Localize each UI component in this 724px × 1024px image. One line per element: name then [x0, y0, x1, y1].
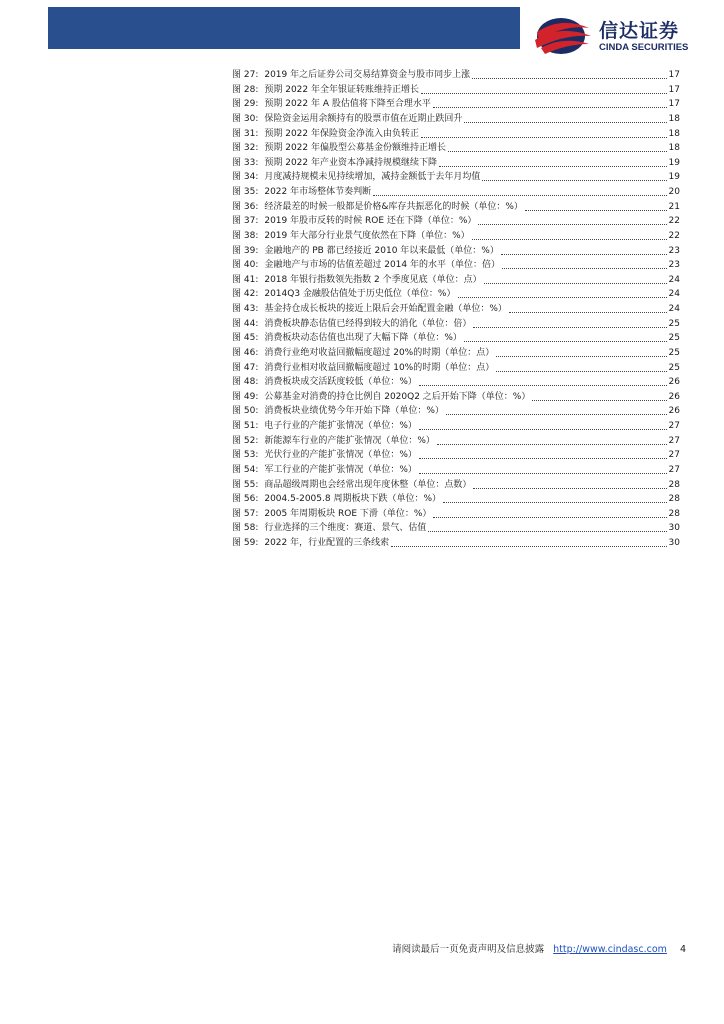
- figure-title: 消费板块成交活跃度较低（单位：%）: [264, 377, 417, 388]
- dot-leader: [419, 463, 667, 474]
- website-link[interactable]: http://www.cindasc.com: [553, 944, 667, 955]
- toc-page-number: 28: [668, 494, 680, 505]
- toc-page-number: 28: [668, 479, 680, 490]
- toc-page-number: 27: [668, 435, 680, 446]
- toc-entry-title: [232, 156, 437, 171]
- dot-leader: [532, 390, 666, 401]
- toc-entry[interactable]: [232, 273, 680, 288]
- toc-page-number: 23: [668, 260, 680, 271]
- toc-entry[interactable]: [232, 214, 680, 229]
- toc-page-number: 27: [668, 464, 680, 475]
- toc-entry[interactable]: [232, 244, 680, 259]
- toc-page-number: 28: [668, 508, 680, 519]
- company-logo: [531, 14, 711, 58]
- figure-number: 图 28:: [232, 84, 259, 95]
- figure-title: 消费板块动态估值也出现了大幅下降（单位：%）: [264, 333, 462, 344]
- toc-entry-title: [232, 141, 446, 156]
- toc-page-number: 26: [668, 391, 680, 402]
- toc-page-number: 18: [668, 113, 680, 124]
- figure-number: 图 49:: [232, 391, 259, 402]
- figure-title: 光伏行业的产能扩张情况（单位：%）: [264, 450, 417, 461]
- figure-number: 图 47:: [232, 362, 259, 373]
- toc-entry[interactable]: [232, 287, 680, 302]
- toc-entry-title: [232, 390, 530, 405]
- toc-entry-title: [232, 331, 462, 346]
- toc-entry-title: [232, 361, 494, 376]
- figure-title: 预期 2022 年保险资金净流入由负转正: [264, 128, 419, 139]
- toc-entry-title: [232, 68, 470, 83]
- toc-entry-title: [232, 244, 499, 259]
- figure-title: 金融地产与市场的估值差超过 2014 年的水平（单位：倍）: [264, 260, 500, 271]
- figure-number: 图 39:: [232, 245, 259, 256]
- dot-leader: [472, 68, 666, 79]
- toc-entry-title: [232, 317, 471, 332]
- dot-leader: [373, 185, 666, 196]
- toc-page-number: 26: [668, 377, 680, 388]
- dot-leader: [473, 478, 666, 489]
- toc-entry[interactable]: [232, 127, 680, 142]
- dot-leader: [419, 448, 667, 459]
- dot-leader: [501, 244, 667, 255]
- toc-entry-title: [232, 448, 417, 463]
- dot-leader: [464, 112, 666, 123]
- figure-number: 图 41:: [232, 274, 259, 285]
- toc-entry[interactable]: [232, 185, 680, 200]
- toc-page-number: 25: [668, 362, 680, 373]
- toc-page-number: 20: [668, 187, 680, 197]
- dot-leader: [482, 170, 666, 181]
- figure-title: 公募基金对消费的持仓比例自 2020Q2 之后开始下降（单位：%）: [264, 391, 531, 402]
- dot-leader: [419, 375, 667, 386]
- dot-leader: [428, 521, 666, 532]
- dot-leader: [448, 141, 667, 152]
- toc-page-number: 27: [668, 421, 680, 431]
- figure-title: 军工行业的产能扩张情况（单位：%）: [264, 464, 417, 475]
- figure-number: 图 58:: [232, 523, 259, 534]
- figure-number: 图 37:: [232, 216, 259, 227]
- figure-number: 图 51:: [232, 421, 259, 431]
- toc-entry-title: [232, 273, 482, 288]
- toc-entry-title: [232, 185, 371, 200]
- toc-entry-title: [232, 346, 494, 361]
- toc-entry[interactable]: [232, 463, 680, 478]
- figure-title: 2014Q3 金融股估值处于历史低位（单位：%）: [264, 289, 456, 300]
- toc-entry-title: [232, 492, 441, 507]
- logo-mark-icon: [531, 14, 595, 58]
- toc-entry-title: [232, 200, 523, 215]
- figure-title: 2019 年之后证券公司交易结算资金与股市同步上涨: [264, 70, 471, 80]
- toc-page-number: 22: [668, 230, 680, 241]
- toc-entry[interactable]: [232, 536, 680, 551]
- figure-list: [232, 68, 680, 551]
- figure-title: 预期 2022 年偏股型公募基金份额维持正增长: [264, 143, 446, 154]
- figure-number: 图 30:: [232, 113, 259, 124]
- toc-entry[interactable]: [232, 156, 680, 171]
- toc-entry[interactable]: [232, 302, 680, 317]
- figure-number: 图 34:: [232, 172, 259, 183]
- toc-entry[interactable]: [232, 375, 680, 390]
- toc-entry[interactable]: [232, 478, 680, 493]
- figure-number: 图 35:: [232, 187, 259, 197]
- brand-name-en: CINDA SECURITIES: [599, 42, 689, 53]
- toc-entry[interactable]: [232, 346, 680, 361]
- figure-title: 消费板块业绩优势今年开始下降（单位：%）: [264, 406, 444, 417]
- dot-leader: [502, 258, 667, 269]
- toc-entry[interactable]: [232, 200, 680, 215]
- footer: [300, 941, 686, 955]
- toc-entry[interactable]: [232, 521, 680, 536]
- toc-entry-title: [232, 404, 444, 419]
- toc-entry[interactable]: [232, 258, 680, 273]
- toc-entry-title: [232, 97, 431, 112]
- logo-globe: [535, 18, 591, 54]
- dot-leader: [458, 287, 667, 298]
- figure-title: 商品超级周期也会经常出现年度休整（单位：点数）: [264, 479, 472, 490]
- dot-leader: [478, 214, 666, 225]
- figure-title: 金融地产的 PB 都已经接近 2010 年以来最低（单位：%）: [264, 245, 499, 256]
- figure-number: 图 27:: [232, 70, 259, 80]
- figure-title: 消费行业绝对收益回撤幅度超过 20%的时期（单位：点）: [264, 347, 495, 358]
- dot-leader: [472, 229, 667, 240]
- toc-entry-title: [232, 112, 462, 127]
- toc-page-number: 27: [668, 450, 680, 461]
- toc-page-number: 26: [668, 406, 680, 417]
- toc-page-number: 25: [668, 333, 680, 344]
- toc-entry[interactable]: [232, 361, 680, 376]
- figure-title: 2022 年，行业配置的三条线索: [264, 538, 390, 548]
- dot-leader: [439, 156, 667, 167]
- figure-number: 图 52:: [232, 435, 259, 446]
- dot-leader: [473, 317, 666, 328]
- toc-page-number: 18: [668, 143, 680, 154]
- toc-entry[interactable]: [232, 170, 680, 185]
- toc-page-number: 19: [668, 172, 680, 183]
- toc-page-number: 21: [668, 201, 680, 212]
- toc-page-number: 17: [668, 99, 680, 110]
- toc-entry-title: [232, 521, 426, 536]
- toc-entry-title: [232, 83, 419, 98]
- toc-entry-title: [232, 507, 431, 522]
- figure-title: 基金持仓成长板块的接近上限后会开始配置金融（单位：%）: [264, 304, 507, 314]
- dot-leader: [443, 492, 667, 503]
- dot-leader: [464, 331, 667, 342]
- toc-entry-title: [232, 375, 417, 390]
- figure-number: 图 55:: [232, 479, 259, 490]
- toc-entry[interactable]: [232, 404, 680, 419]
- figure-number: 图 32:: [232, 143, 259, 154]
- dot-leader: [437, 434, 667, 445]
- figure-number: 图 54:: [232, 464, 259, 475]
- figure-title: 行业选择的三个维度：赛道、景气、估值: [264, 523, 427, 534]
- toc-entry-title: [232, 127, 419, 142]
- figure-number: 图 40:: [232, 260, 259, 271]
- figure-title: 消费行业相对收益回撤幅度超过 10%的时期（单位：点）: [264, 362, 495, 373]
- dot-leader: [421, 127, 667, 138]
- figure-number: 图 33:: [232, 157, 259, 168]
- toc-page-number: 24: [668, 289, 680, 300]
- page-number: 4: [679, 944, 686, 955]
- toc-page-number: 24: [668, 304, 680, 314]
- dot-leader: [496, 361, 666, 372]
- figure-title: 2019 年股市反转的时候 ROE 还在下降（单位：%）: [264, 216, 477, 227]
- figure-number: 图 43:: [232, 304, 259, 314]
- dot-leader: [509, 302, 667, 313]
- dot-leader: [484, 273, 667, 284]
- toc-entry-title: [232, 419, 417, 434]
- figure-title: 2022 年市场整体节奏判断: [264, 187, 372, 197]
- toc-page-number: 25: [668, 318, 680, 329]
- toc-entry[interactable]: [232, 390, 680, 405]
- dot-leader: [421, 83, 667, 94]
- toc-entry-title: [232, 287, 456, 302]
- figure-title: 2005 年周期板块 ROE 下滑（单位：%）: [264, 508, 432, 519]
- brand-name-cn: 信达证券: [599, 20, 680, 42]
- toc-page-number: 23: [668, 245, 680, 256]
- figure-number: 图 29:: [232, 99, 259, 110]
- figure-title: 保险资金运用余额持有的股票市值在近期止跌回升: [264, 113, 463, 124]
- toc-page-number: 22: [668, 216, 680, 227]
- figure-title: 预期 2022 年全年银证转账维持正增长: [264, 84, 419, 95]
- toc-entry-title: [232, 170, 480, 185]
- toc-page-number: 17: [668, 70, 680, 80]
- figure-number: 图 31:: [232, 128, 259, 139]
- toc-entry-title: [232, 478, 471, 493]
- toc-entry-title: [232, 536, 389, 551]
- dot-leader: [525, 200, 667, 211]
- toc-page-number: 24: [668, 274, 680, 285]
- dot-leader: [433, 507, 666, 518]
- toc-entry-title: [232, 434, 435, 449]
- figure-number: 图 56:: [232, 494, 259, 505]
- toc-entry-title: [232, 302, 507, 317]
- figure-number: 图 50:: [232, 406, 259, 417]
- figure-number: 图 45:: [232, 333, 259, 344]
- figure-title: 预期 2022 年产业资本净减持规模继续下降: [264, 157, 437, 168]
- toc-page-number: 19: [668, 157, 680, 168]
- toc-entry[interactable]: [232, 419, 680, 434]
- toc-page-number: 18: [668, 128, 680, 139]
- toc-entry[interactable]: [232, 141, 680, 156]
- toc-entry[interactable]: [232, 317, 680, 332]
- disclaimer-notice: 请阅读最后一页免责声明及信息披露: [392, 944, 545, 955]
- toc-entry[interactable]: [232, 434, 680, 449]
- figure-number: 图 36:: [232, 201, 259, 212]
- dot-leader: [419, 419, 667, 430]
- dot-leader: [391, 536, 666, 547]
- toc-entry[interactable]: [232, 507, 680, 522]
- figure-title: 2004.5-2005.8 周期板块下跌（单位：%）: [264, 494, 442, 505]
- toc-entry[interactable]: [232, 229, 680, 244]
- figure-title: 预期 2022 年 A 股估值将下降至合理水平: [264, 99, 431, 110]
- figure-number: 图 53:: [232, 450, 259, 461]
- figure-number: 图 48:: [232, 377, 259, 388]
- toc-entry[interactable]: [232, 83, 680, 98]
- toc-page-number: 30: [668, 523, 680, 534]
- figure-title: 2018 年银行指数领先指数 2 个季度见底（单位：点）: [264, 274, 482, 285]
- figure-number: 图 59:: [232, 538, 259, 548]
- figure-number: 图 57:: [232, 508, 259, 519]
- figure-number: 图 46:: [232, 347, 259, 358]
- toc-entry-title: [232, 214, 476, 229]
- toc-entry[interactable]: [232, 97, 680, 112]
- dot-leader: [433, 97, 667, 108]
- figure-title: 新能源车行业的产能扩张情况（单位：%）: [264, 435, 435, 446]
- toc-page-number: 17: [668, 84, 680, 95]
- figure-title: 月度减持规模未见持续增加，减持金额低于去年月均值: [264, 172, 481, 183]
- figure-title: 电子行业的产能扩张情况（单位：%）: [264, 421, 417, 431]
- toc-entry-title: [232, 229, 470, 244]
- dot-leader: [446, 404, 667, 415]
- toc-entry-title: [232, 463, 417, 478]
- figure-number: 图 44:: [232, 318, 259, 329]
- figure-title: 2019 年大部分行业景气度依然在下降（单位：%）: [264, 230, 470, 241]
- figure-title: 经济最差的时候一般都是价格&库存共振恶化的时候（单位：%）: [264, 201, 523, 212]
- toc-page-number: 25: [668, 347, 680, 358]
- header-bar: [48, 7, 520, 49]
- figure-number: 图 42:: [232, 289, 259, 300]
- toc-entry[interactable]: [232, 492, 680, 507]
- toc-entry[interactable]: [232, 112, 680, 127]
- toc-entry[interactable]: [232, 448, 680, 463]
- toc-entry-title: [232, 258, 500, 273]
- dot-leader: [496, 346, 666, 357]
- figure-number: 图 38:: [232, 230, 259, 241]
- figure-title: 消费板块静态估值已经得到较大的消化（单位：倍）: [264, 318, 472, 329]
- toc-entry[interactable]: [232, 331, 680, 346]
- toc-page-number: 30: [668, 538, 680, 548]
- toc-entry[interactable]: [232, 68, 680, 83]
